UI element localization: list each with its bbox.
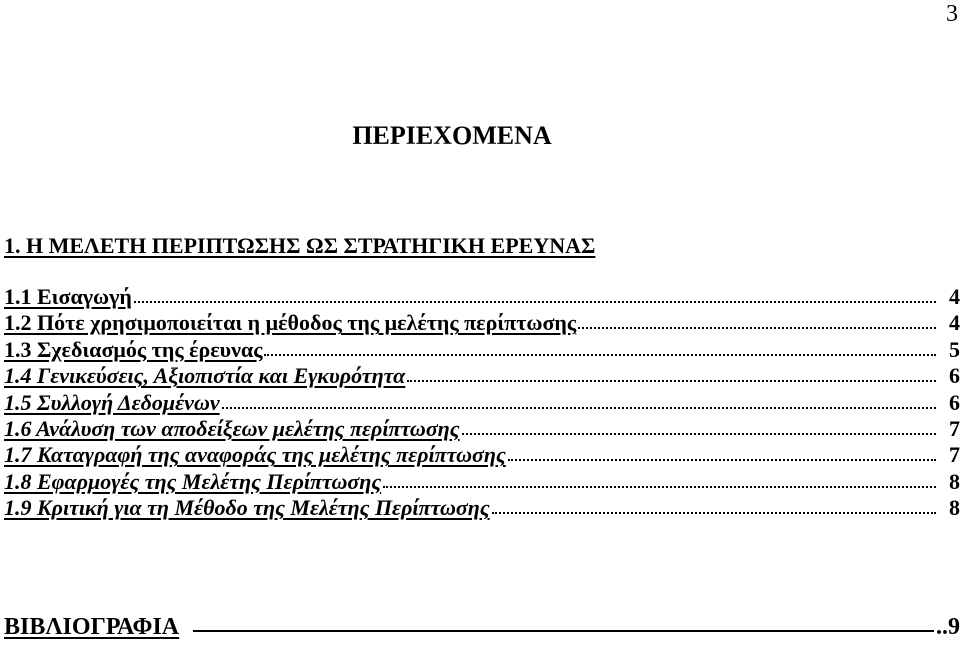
toc-entry-page: 8 bbox=[949, 495, 960, 521]
toc-entry-page: 4 bbox=[949, 284, 960, 309]
toc-entry-label: 1.8 Εφαρμογές της Μελέτης Περίπτωσης bbox=[4, 468, 382, 494]
dot-leader bbox=[383, 486, 936, 488]
table-of-contents bbox=[4, 284, 960, 522]
toc-entry-page: 7 bbox=[949, 415, 960, 441]
dot-leader bbox=[264, 354, 936, 356]
toc-entry-label: 1.7 Καταγραφή της αναφοράς της μελέτης περίπτωσης bbox=[4, 442, 506, 468]
line-leader bbox=[193, 630, 934, 632]
dot-leader bbox=[462, 433, 936, 435]
toc-entry-label: 1.4 Γενικεύσεις, Αξιοπιστία και Εγκυρότητα bbox=[4, 363, 406, 389]
toc-entry-label: 1.2 Πότε χρησιμοποιείται η μέθοδος της μελέτης περίπτωσης bbox=[4, 310, 577, 336]
bibliography-page: ..9 bbox=[936, 614, 960, 640]
dot-leader bbox=[222, 407, 936, 409]
toc-entry-bibliography[interactable] bbox=[4, 612, 960, 642]
toc-entry-1-4[interactable] bbox=[4, 363, 960, 389]
toc-entry-label: 1.6 Ανάλυση των αποδείξεων μελέτης περίπτωσης bbox=[4, 415, 460, 441]
toc-entry-label: 1.9 Κριτική για τη Μέθοδο της Μελέτης Περίπτωσης bbox=[4, 495, 490, 521]
toc-entry-1-5[interactable] bbox=[4, 390, 960, 416]
toc-entry-label: 1.3 Σχεδιασμός της έρευνας bbox=[4, 336, 263, 362]
toc-entry-1-2[interactable] bbox=[4, 310, 960, 336]
dot-leader bbox=[492, 512, 936, 514]
toc-entry-1-1[interactable] bbox=[4, 284, 960, 310]
toc-entry-1-3[interactable] bbox=[4, 337, 960, 363]
toc-entry-1-8[interactable] bbox=[4, 469, 960, 495]
toc-entry-label: 1.5 Συλλογή Δεδομένων bbox=[4, 389, 220, 415]
toc-entry-page: 5 bbox=[949, 336, 960, 362]
toc-entry-1-7[interactable] bbox=[4, 442, 960, 468]
toc-entry-1-6[interactable] bbox=[4, 416, 960, 442]
page-number: 3 bbox=[946, 1, 958, 27]
toc-entry-page: 7 bbox=[949, 442, 960, 468]
toc-entry-page: 6 bbox=[949, 363, 960, 389]
toc-entry-page: 6 bbox=[949, 389, 960, 415]
toc-entry-1-9[interactable] bbox=[4, 495, 960, 521]
bibliography-label: ΒΙΒΛΙΟΓΡΑΦΙΑ bbox=[4, 614, 180, 640]
dot-leader bbox=[578, 327, 936, 329]
toc-entry-label: 1.1 Εισαγωγή bbox=[4, 284, 132, 309]
page-title: ΠΕΡΙΕΧΟΜΕΝΑ bbox=[352, 121, 552, 150]
chapter-heading[interactable]: 1. Η ΜΕΛΕΤΗ ΠΕΡΙΠΤΩΣΗΣ ΩΣ ΣΤΡΑΤΗΓΙΚΗ ΕΡΕΥΝΑΣ bbox=[4, 233, 596, 258]
toc-entry-page: 8 bbox=[949, 468, 960, 494]
toc-entry-page: 4 bbox=[949, 310, 960, 336]
dot-leader bbox=[134, 301, 936, 303]
dot-leader bbox=[407, 380, 936, 382]
dot-leader bbox=[508, 459, 936, 461]
